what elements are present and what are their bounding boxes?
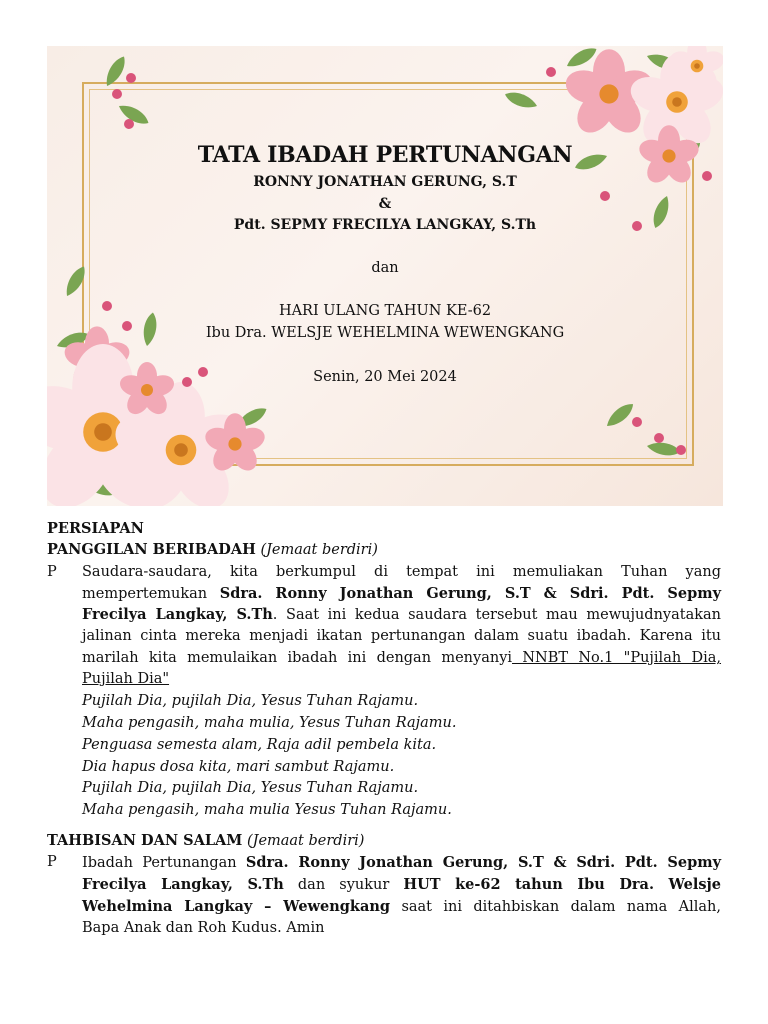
paragraph-line: Frecilya Langkay, S.Th dan syukur HUT ke-62 tahun Ibu Dra. Welsje <box>82 876 721 893</box>
honoree-name: Ibu Dra. WELSJE WEHELMINA WEWENGKANG <box>205 325 565 341</box>
lyric-line: Penguasa semesta alam, Raja adil pembela kita. <box>82 737 437 753</box>
paragraph-line: Frecilya Langkay, S.Th. Saat ini kedua saudara tersebut mau mewujudnyatakan <box>82 606 721 623</box>
birthday-heading: HARI ULANG TAHUN KE-62 <box>278 303 492 319</box>
lyric-line: Pujilah Dia, pujilah Dia, Yesus Tuhan Rajamu. <box>82 780 419 796</box>
ampersand: & <box>378 196 392 212</box>
paragraph-line: Bapa Anak dan Roh Kudus. Amin <box>82 920 325 936</box>
event-date: Senin, 20 Mei 2024 <box>313 369 457 385</box>
subheading-note: (Jemaat berdiri) <box>260 542 378 558</box>
paragraph-line: Saudara-saudara, kita berkumpul di tempat ini memuliakan Tuhan yang <box>82 564 721 580</box>
paragraph-line: Wehelmina Langkay – Wewengkang saat ini ditahbiskan dalam nama Allah, <box>82 898 722 915</box>
lyric-line: Pujilah Dia, pujilah Dia, Yesus Tuhan Rajamu. <box>82 693 419 709</box>
subheading-panggilan <box>47 539 378 561</box>
paragraph-line: mempertemukan Sdra. Ronny Jonathan Gerung, S.T & Sdri. Pdt. Sepmy <box>82 585 721 602</box>
groom-name: RONNY JONATHAN GERUNG, S.T <box>253 174 517 190</box>
hymn-reference-cont: Pujilah Dia" <box>82 671 170 687</box>
banner-title: TATA IBADAH PERTUNANGAN <box>197 142 573 168</box>
paragraph-line: marilah kita memulaikan ibadah ini dengan menyanyi NNBT No.1 "Pujilah Dia, <box>82 650 722 666</box>
lyric-line: Maha pengasih, maha mulia Yesus Tuhan Rajamu. <box>82 802 452 818</box>
section-heading-persiapan: PERSIAPAN <box>47 520 144 537</box>
section-heading-tahbisan: TAHBISAN DAN SALAM (Jemaat berdiri) <box>47 832 365 849</box>
cover-banner <box>47 46 723 506</box>
paragraph-line: Ibadah Pertunangan Sdra. Ronny Jonathan Gerung, S.T & Sdri. Pdt. Sepmy <box>82 854 721 871</box>
bride-name: Pdt. SEPMY FRECILYA LANGKAY, S.Th <box>233 217 537 233</box>
leader-marker: P <box>47 564 57 580</box>
hymn-reference: NNBT No.1 "Pujilah Dia, <box>512 650 722 666</box>
lyric-line: Dia hapus dosa kita, mari sambut Rajamu. <box>82 759 395 775</box>
leader-marker: P <box>47 854 57 870</box>
paragraph-line: jalinan cinta mereka menjadi ikatan pertunangan dalam suatu ibadah. Karena itu <box>82 628 721 644</box>
conjunction-dan: dan <box>371 260 399 276</box>
subheading-panggilan-label: PANGGILAN BERIBADAH <box>47 541 256 558</box>
lyric-line: Maha pengasih, maha mulia, Yesus Tuhan Rajamu. <box>82 715 457 731</box>
